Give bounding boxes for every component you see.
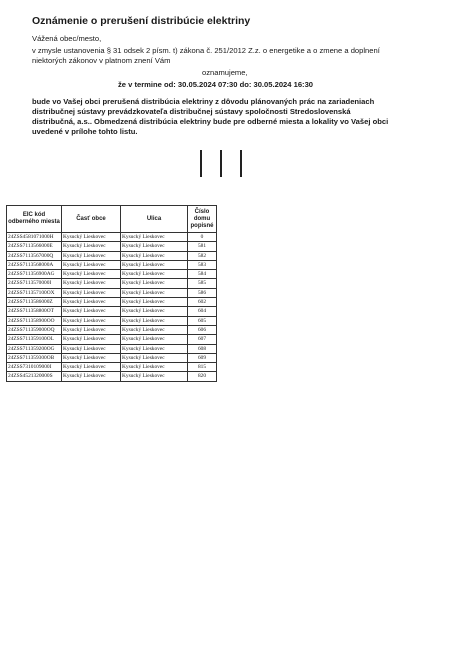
cell-part: Kysucký Lieskovec: [62, 344, 121, 353]
table-header-row: [7, 206, 217, 233]
cell-eic: 24ZSS711358900OO: [7, 316, 62, 325]
table-row: [7, 279, 217, 288]
cell-eic: 24ZSS7113566000E: [7, 242, 62, 251]
cell-street: Kysucký Lieskovec: [121, 307, 188, 316]
cell-part: Kysucký Lieskovec: [62, 307, 121, 316]
vertical-mark-2: [220, 150, 222, 177]
cell-street: Kysucký Lieskovec: [121, 233, 188, 242]
table-row: [7, 363, 217, 372]
table-row: [7, 307, 217, 316]
intro-line-2: niektorých zákonov v platnom znení Vám: [32, 56, 171, 65]
salutation: Vážená obec/mesto,: [32, 34, 102, 43]
cell-street: Kysucký Lieskovec: [121, 316, 188, 325]
table-row: [7, 251, 217, 260]
cell-eic: 24ZSS7113570000I: [7, 279, 62, 288]
cell-house-number: 607: [188, 335, 217, 344]
cell-eic: 24ZSS711359000OQ: [7, 325, 62, 334]
table-row: [7, 344, 217, 353]
body-line-1: bude vo Vašej obci prerušená distribúcia elektriny z dôvodu plánovaných prác na zariadeniach: [32, 97, 375, 106]
cell-house-number: 604: [188, 307, 217, 316]
cell-eic: 24ZSS7113567000Q: [7, 251, 62, 260]
cell-house-number: 582: [188, 251, 217, 260]
cell-street: Kysucký Lieskovec: [121, 325, 188, 334]
table-row: [7, 270, 217, 279]
cell-house-number: 583: [188, 260, 217, 269]
cell-house-number: 0: [188, 233, 217, 242]
cell-house-number: 584: [188, 270, 217, 279]
cell-eic: 24ZSS711356900AG: [7, 270, 62, 279]
cell-eic: 24ZSS711359300OB: [7, 353, 62, 362]
cell-street: Kysucký Lieskovec: [121, 270, 188, 279]
cell-street: Kysucký Lieskovec: [121, 353, 188, 362]
table-row: [7, 372, 217, 381]
cell-eic: 24ZSS4521320000S: [7, 372, 62, 381]
cell-part: Kysucký Lieskovec: [62, 279, 121, 288]
table-row: [7, 233, 217, 242]
cell-street: Kysucký Lieskovec: [121, 279, 188, 288]
cell-house-number: 585: [188, 279, 217, 288]
cell-part: Kysucký Lieskovec: [62, 372, 121, 381]
header-house-number: Číslo domu popisné: [188, 206, 217, 233]
announce-text: oznamujeme,: [202, 68, 248, 77]
vertical-mark-1: [200, 150, 202, 177]
cell-part: Kysucký Lieskovec: [62, 353, 121, 362]
cell-house-number: 606: [188, 325, 217, 334]
eic-table: [6, 205, 217, 382]
vertical-mark-3: [240, 150, 242, 177]
cell-part: Kysucký Lieskovec: [62, 363, 121, 372]
cell-street: Kysucký Lieskovec: [121, 260, 188, 269]
cell-eic: 24ZSS711357100OX: [7, 288, 62, 297]
cell-part: Kysucký Lieskovec: [62, 316, 121, 325]
cell-house-number: 608: [188, 344, 217, 353]
body-line-3: distribučná, a.s.. Obmedzená distribúcia elektriny bude pre odberné miesta a lokality vo Vašej obci: [32, 117, 389, 126]
table-row: [7, 298, 217, 307]
cell-eic: 24ZSS4581071000H: [7, 233, 62, 242]
cell-street: Kysucký Lieskovec: [121, 335, 188, 344]
cell-part: Kysucký Lieskovec: [62, 325, 121, 334]
cell-part: Kysucký Lieskovec: [62, 270, 121, 279]
table-row: [7, 288, 217, 297]
document-title: Oznámenie o prerušení distribúcie elektriny: [32, 15, 251, 27]
cell-house-number: 609: [188, 353, 217, 362]
table-row: [7, 316, 217, 325]
cell-house-number: 581: [188, 242, 217, 251]
cell-house-number: 820: [188, 372, 217, 381]
cell-eic: 24ZSS711358800OT: [7, 307, 62, 316]
cell-eic: 24ZSS711359100OL: [7, 335, 62, 344]
intro-line-1: v zmysle ustanovenia § 31 odsek 2 písm. t) zákona č. 251/2012 Z.z. o energetike a o zmene a doplnení: [32, 46, 380, 55]
header-part: Časť obce: [62, 206, 121, 233]
table-row: [7, 353, 217, 362]
cell-eic: 24ZSS711359200OG: [7, 344, 62, 353]
cell-street: Kysucký Lieskovec: [121, 363, 188, 372]
cell-house-number: 586: [188, 288, 217, 297]
cell-street: Kysucký Lieskovec: [121, 298, 188, 307]
header-street: Ulica: [121, 206, 188, 233]
cell-part: Kysucký Lieskovec: [62, 298, 121, 307]
cell-house-number: 605: [188, 316, 217, 325]
body-line-4: uvedené v prílohe tohto listu.: [32, 127, 138, 136]
table-row: [7, 325, 217, 334]
cell-street: Kysucký Lieskovec: [121, 372, 188, 381]
table-body: [7, 233, 217, 382]
cell-street: Kysucký Lieskovec: [121, 242, 188, 251]
cell-part: Kysucký Lieskovec: [62, 335, 121, 344]
cell-eic: 24ZSS7113568000A: [7, 260, 62, 269]
cell-house-number: 815: [188, 363, 217, 372]
outage-term: že v termine od: 30.05.2024 07:30 do: 30.05.2024 16:30: [118, 80, 314, 89]
cell-part: Kysucký Lieskovec: [62, 288, 121, 297]
cell-part: Kysucký Lieskovec: [62, 260, 121, 269]
cell-street: Kysucký Lieskovec: [121, 288, 188, 297]
table-row: [7, 260, 217, 269]
cell-part: Kysucký Lieskovec: [62, 233, 121, 242]
cell-eic: 24ZSS7310109000I: [7, 363, 62, 372]
table-row: [7, 335, 217, 344]
cell-part: Kysucký Lieskovec: [62, 242, 121, 251]
cell-house-number: 602: [188, 298, 217, 307]
body-line-2: distribučnej sústavy prevádzkovateľa distribučnej sústavy spoločnosti Stredoslovenská: [32, 107, 351, 116]
cell-part: Kysucký Lieskovec: [62, 251, 121, 260]
cell-street: Kysucký Lieskovec: [121, 251, 188, 260]
header-eic: EIC kód odberného miesta: [7, 206, 62, 233]
cell-eic: 24ZSS7113586000Z: [7, 298, 62, 307]
cell-street: Kysucký Lieskovec: [121, 344, 188, 353]
table-row: [7, 242, 217, 251]
